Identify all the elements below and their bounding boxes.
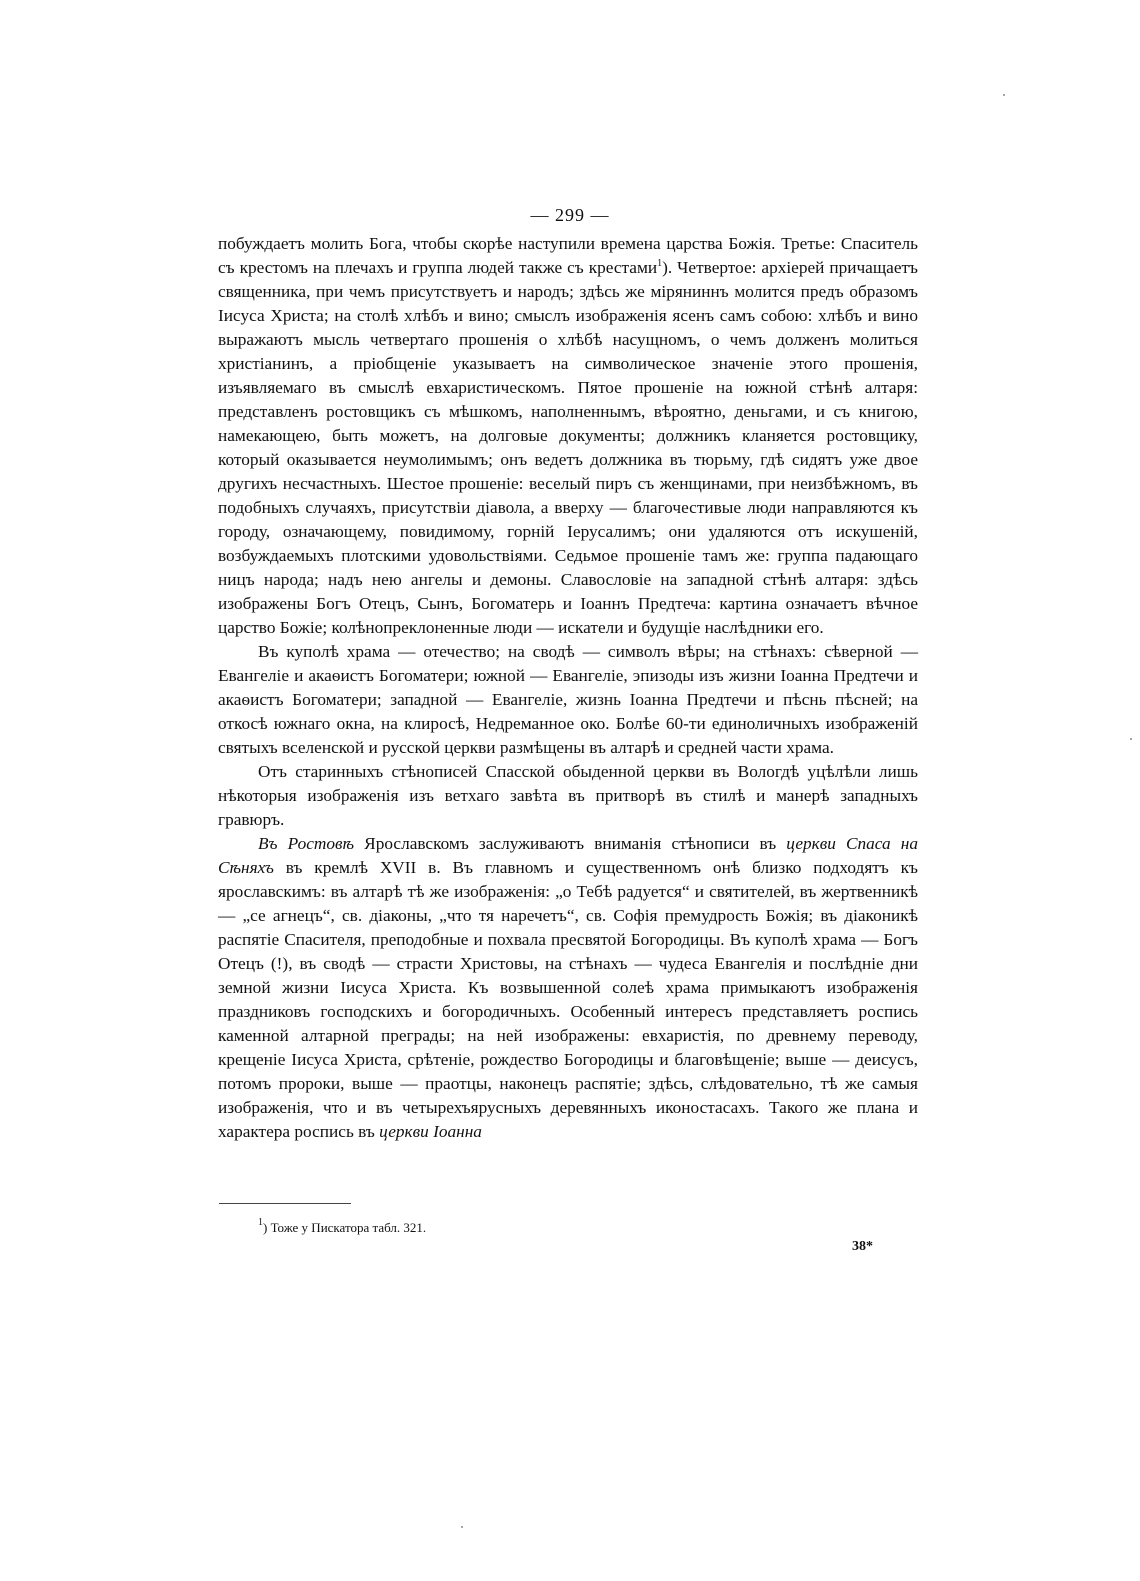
text-run: побуждаетъ молить Бога, чтобы скорѣе наступили времена царства Божія. Третье: Спаситель съ крестомъ на плечахъ и группа людей также съ крестами: [218, 234, 918, 277]
paragraph: [218, 832, 918, 1144]
body-text: [218, 232, 918, 1144]
paragraph: [218, 760, 918, 832]
footnote-reference: 1: [657, 258, 663, 269]
text-run: Въ куполѣ храма — отечество; на сводѣ — символъ вѣры; на стѣнахъ: сѣверной — Евангеліе и акаѳистъ Богоматери; южной — Евангеліе, эпизоды изъ жизни Іоанна Предтечи и акаѳистъ Богоматери; западной — Евангеліе, жизнь Іоанна Предтечи и пѣснь пѣсней; на откосѣ южнаго окна, на клиросѣ, Недреманное око. Болѣе 60-ти единоличныхъ изображеній святыхъ вселенской и русской церкви размѣщены въ алтарѣ и средней части храма.: [218, 642, 918, 757]
paragraph: [218, 640, 918, 760]
italic-text: Въ Ростовѣ: [258, 834, 355, 853]
text-run: въ кремлѣ XVII в. Въ главномъ и существенномъ онѣ близко подходятъ къ ярославскимъ: въ алтарѣ тѣ же изображенія: „о Тебѣ радуется“ и святителей, въ жертвенникѣ — „се агнецъ“, св. діаконы, „что тя наречетъ“, св. Софія премудрость Божія; въ діаконикѣ распятіе Спасителя, преподобные и похвала пресвятой Богородицы. Въ куполѣ храма — Богъ Отецъ (!), въ сводѣ — страсти Христовы, на стѣнахъ — чудеса Евангелія и послѣдніе дни земной жизни Іисуса Христа. Къ возвышенной солеѣ храма примыкаютъ изображенія праздниковъ господскихъ и богородичныхъ. Особенный интересъ представляетъ роспись каменной алтарной преграды; на ней изображены: евхаристія, по древнему переводу, крещеніе Іисуса Христа, срѣтеніе, рождество Богородицы и благовѣщеніе; выше — деисусъ, потомъ пророки, выше — праотцы, наконецъ распятіе; здѣсь, слѣдовательно, тѣ же самыя изображенія, что и въ четырехъярусныхъ деревянныхъ иконостасахъ. Такого же плана и характера роспись въ: [218, 858, 918, 1141]
paragraph: [218, 232, 918, 640]
footnote-marker: 1: [258, 1217, 263, 1228]
italic-text: церкви Іоанна: [379, 1122, 482, 1141]
text-run: Ярославскомъ заслуживаютъ вниманія стѣнописи въ: [354, 834, 787, 853]
page-number: — 299 —: [530, 205, 610, 225]
text-run: ). Четвертое: архіерей причащаетъ священника, при чемъ присутствуетъ и народъ; здѣсь же міряниннъ молится предъ образомъ Іисуса Христа; на столѣ хлѣбъ и вино; смыслъ изображенія ясенъ самъ собою: хлѣбъ и вино выражаютъ мысль четвертаго прошенія о хлѣбѣ насущномъ, о чемъ долженъ молиться христіанинъ, а пріобщеніе указываетъ на символическое значеніе этого прошенія, изъявляемаго въ смыслѣ евхаристическомъ. Пятое прошеніе на южной стѣнѣ алтаря: представленъ ростовщикъ съ мѣшкомъ, наполненнымъ, вѣроятно, деньгами, и съ книгою, намекающею, быть можетъ, на долговые документы; должникъ кланяется ростовщику, который оказывается неумолимымъ; онъ ведетъ должника въ тюрьму, гдѣ сидятъ уже двое другихъ несчастныхъ. Шестое прошеніе: веселый пиръ съ женщинами, при неизбѣжномъ, въ подобныхъ случаяхъ, присутствіи діавола, а вверху — благочестивые люди направляются къ городу, означающему, повидимому, горній Іерусалимъ; они удаляются отъ искушеній, возбуждаемыхъ плотскими удовольствіями. Седьмое прошеніе тамъ же: группа падающаго ницъ народа; надъ нею ангелы и демоны. Славословіе на западной стѣнѣ алтаря: здѣсь изображены Богъ Отецъ, Сынъ, Богоматерь и Іоаннъ Предтеча: картина означаетъ вѣчное царство Божіе; колѣнопреклоненные люди — искатели и будущіе наслѣдники его.: [218, 258, 918, 637]
footnote: [258, 1219, 426, 1237]
italic-text: церкви Спаса на Сѣняхъ: [218, 834, 918, 877]
signature-mark: 38*: [852, 1239, 873, 1254]
footnote-divider: [219, 1203, 351, 1204]
scan-speck: [1003, 94, 1005, 96]
scan-speck: [1130, 738, 1132, 740]
text-run: Отъ старинныхъ стѣнописей Спасской обыденной церкви въ Вологдѣ уцѣлѣли лишь нѣкоторыя изображенія изъ ветхаго завѣта въ притворѣ въ стилѣ и манерѣ западныхъ гравюръ.: [218, 762, 918, 829]
footnote-text: ) Тоже у Пискатора табл. 321.: [263, 1220, 427, 1235]
scan-speck: [461, 1526, 463, 1528]
